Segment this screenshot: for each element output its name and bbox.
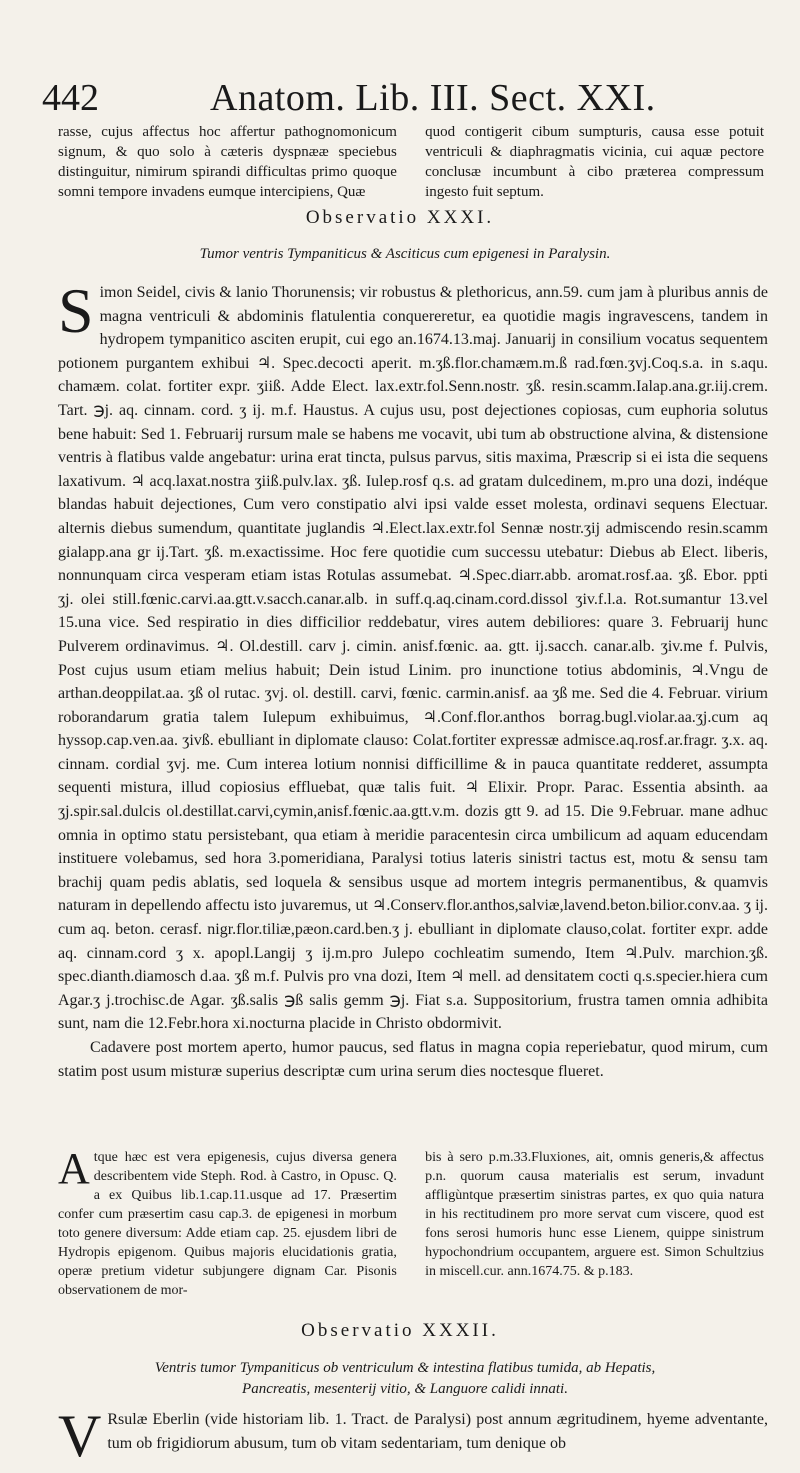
running-title: Anatom. Lib. III. Sect. XXI.	[210, 77, 656, 119]
scholion-left-text: tque hæc est vera epigenesis, cujus diversa genera describentem vide Steph. Rod. à Castro, in Opusc. Q. a ex Quibus lib.1.cap.11.usque ad 17. Præsertim confer cum præsertim casu cap.3. de epigenesi in morbum toto genere diversum: Adde etiam cap. 25. ejusdem libri de Hydropis epigenom. Quibus majoris elucidationis gratia, operæ pretium videtur subjungere dignam Car. Pisonis observationem de mor-	[58, 1150, 397, 1298]
observation-32-subtitle-line1: Ventris tumor Tympaniticus ob ventriculum & intestina flatibus tumida, ab Hepatis,	[154, 1360, 656, 1376]
observation-31-autopsy-paragraph: Cadavere post mortem aperto, humor paucus, sed flatus in magna copia reperiebatur, quod mirum, cum statim post usum misturæ superius descriptæ cum urina serum dies noctesque flueret.	[58, 1039, 768, 1080]
observation-32-subtitle-line2: Pancreatis, mesenterij vitio, & Languore calidi innati.	[242, 1381, 568, 1397]
top-right-column: quod contigerit cibum sumpturis, causa esse potuit ventriculi & diaphragmatis vicinia, cui aquæ pectore conclusæ incumbunt à cibo præterea compressum ingesto fuit septum.	[425, 124, 764, 200]
scholion-columns	[58, 1144, 764, 1300]
observation-32-body	[58, 1408, 768, 1468]
drop-cap: S	[58, 275, 94, 346]
observation-31-paragraph	[58, 275, 768, 1036]
observation-31-title: Observatio XXXI.	[305, 207, 495, 228]
top-continuation-columns	[58, 122, 764, 202]
observation-32-paragraph	[58, 1408, 768, 1468]
observation-31-subtitle: Tumor ventris Tympaniticus & Asciticus cum epigenesi in Paralysin.	[199, 246, 611, 262]
observation-31-body	[58, 275, 768, 1083]
observation-32-title: Observatio XXXII.	[301, 1320, 499, 1341]
observation-32-text: Rsulæ Eberlin (vide historiam lib. 1. Tract. de Paralysi) post annum ægritudinem, hyeme adventante, tum ob frigidiorum abusum, tum ob vitam sedentariam, tum denique ob	[107, 1411, 768, 1452]
page-number: 442	[42, 77, 99, 119]
observation-31-text: imon Seidel, civis & lanio Thorunensis; vir robustus & plethoricus, ann.59. cum jam à pluribus annis de magna ventriculi & abdominis flatulentia conquereretur, ea quotidie magis ingravescens, tandem in hydropem tympaniticо asciten erupit, cui ego an.1674.13.maj. Januarij in consilium vocatus sequentem potionem purgantem exhibui ♃. Spec.decocti aperit. m.ʒß.flor.chamæm.m.ß rad.fœn.ʒvj.Coq.s.a. in s.aqu. chamæm. colat. fortiter expr. ʒiiß. Adde Elect. lax.extr.fol.Senn.nostr. ʒß. resin.scamm.Ialap.ana.gr.iij.crem. Tart. ℈j. aq. cinnam. cord. ʒ ij. m.f. Haustus. A cujus usu, post dejectiones copiosas, cum euphoria solutus bene habuit: Sed 1. Februarij rursum male se habens me vocavit, ubi tum ab obstructione alvina, & distensione ventris à flatibus valde angebatur: urina erat tincta, pulsus parvus, sitis maxima, Præscrip si ei ista die sequens laxativum. ♃ acq.laxat.nostra ʒiiß.pulv.lax. ʒß. Iulep.rosf q.s. ad gratam dulcedinem, m.pro una dozi, indéque blandas habuit dejectiones, Cum vero constipatio alvi ipsi valde esset molesta, ordinavi sequens Electuar. alternis diebus sumendum, quantitate juglandis ♃.Elect.lax.extr.fol Sennæ nostr.ʒij admiscendo resin.scamm gialapp.ana gr ij.Tart. ʒß. m.exactissime. Hoc fere quotidie cum successu utebatur: Diebus ab Elect. liberis, nonnunquam circa vesperam etiam istas Rotulas assumebat. ♃.Spec.diarr.abb. aromat.rosf.aa. ʒß. Ebor. ppti ʒj. olei still.fœnic.carvi.aa.gtt.v.sacch.canar.alb. in suff.q.aq.cinam.cord.dissol ʒiv.f.l.a. Rot.sumantur 13.vel 15.una vice. Sed respiratio in dies difficilior reddebatur, vires autem debiliores: quare 3. Februarij hunc Pulverem ordinavimus. ♃. Ol.destill. carv j. cimin. anisf.fœnic. aa. gtt. ij.sacch. canar.alb. ʒiv.me f. Pulvis, Post cujus usum etiam melius habuit; Dein istud Linim. pro inunctione totius abdominis, ♃.Vngu de arthan.deoppilat.aa. ʒß ol rutac. ʒvj. ol. destill. carvi, fœnic. carmin.anisf. aa ʒß me. Sed die 4. Februar. virium roborandarum gratia talem Iulepum exhibuimus, ♃.Conf.flor.anthos borrag.bugl.violar.aa.ʒj.cum aq hyssop.cap.ven.aa. ʒivß. ebulliant in diplomate clauso: Colat.fortiter expressæ admisce.aq.rosf.ar.fragr. ʒ.x. aq. cinnam. cordial ʒvj. me. Cum interea lotium nonnisi difficillime & in pauca quantitate redderet, assumpta sequenti mistura, illud copiosius effluebat, quæ talis fuit. ♃ Elixir. Propr. Parac. Essentia absinth. aa ʒj.spir.sal.dulcis ol.destillat.carvi,cymin,anisf.fœnic.aa.gtt.v.m. dozis gtt 9. ad 15. Die 9.Februar. mane adhuc omnia in optimo statu persistebant, qua etiam à meridie paracentesin circa umbilicum ad aquam educendam instituere volebamus, sed hora 3.pomeridiana, Paralysi totius lateris sinistri tactus est, motu & sensu tam brachij quam pedis ablatis, sed loquela & sensibus usque ad mortem integris permanentibus, & quamvis naturam in depellendo affectu isto juvaremus, ut ♃.Conserv.flor.anthos,salviæ,lavend.beton.bilior.conv.aa. ʒ ij. cum aq. beton. cerasf. nigr.flor.tiliæ,pæon.card.ben.ʒ j. ebulliant in diplomate clauso,colat. fortiter expr. adde aq. cinnam.cord ʒ x. apopl.Langij ʒ ij.m.pro Julepo cochleatim sumendo, Item ♃.Pulv. marchion.ʒß. spec.dianth.diamosch d.aa. ʒß m.f. Pulvis pro vna dozi, Item ♃ mell. ad densitatem cocti q.s.specier.hiera cum Agar.ʒ j.trochisc.de Agar. ʒß.salis ℈ß salis gemm ℈j. Fiat s.a. Suppositorium, frustra tamen omnia adhibita sunt, nam die 12.Febr.hora xi.nocturna placide in Christo obdormivit.	[58, 284, 768, 1033]
drop-cap: V	[58, 1408, 102, 1468]
scholion-drop-cap: A	[58, 1144, 90, 1193]
page-header	[42, 78, 762, 122]
top-left-column: rasse, cujus affectus hoc affertur pathognomonicum signum, & quo solo à cæteris dyspnææ speciebus distinguitur, nimirum spirandi difficultas primo quoque somni tempore invadens eumque intercipiens, Quæ	[58, 124, 397, 200]
scholion-right-column: bis à sero p.m.33.Fluxiones, ait, omnis generis,& affectus p.n. quorum causa materialis est serum, invadunt affligùntque præsertim sinistras partes, ex quo quia natura in his rectitudinem pro more servat cum viscere, quod est fons serosi humoris hunc esse Lienem, quippe sinistrum hypochondrium occupantem, arguere est. Simon Schultzius in miscell.cur. ann.1674.75. & p.183.	[425, 1150, 764, 1279]
scholion-left-column	[58, 1144, 397, 1300]
